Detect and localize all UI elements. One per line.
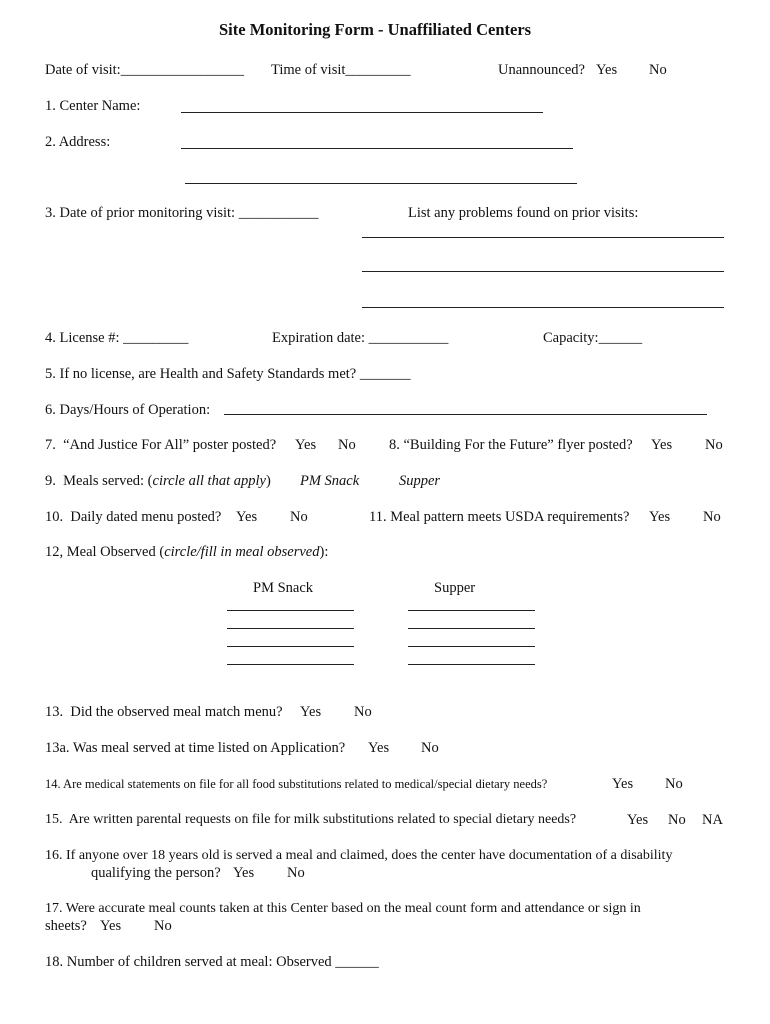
time-of-visit-field[interactable]: Time of visit_________	[271, 62, 411, 78]
meals-served-label: 9. Meals served: (circle all that apply)	[45, 473, 271, 489]
future-flyer-yes-option[interactable]: Yes	[651, 437, 673, 453]
prior-problems-line-3[interactable]	[362, 307, 724, 308]
dated-menu-label: 10. Daily dated menu posted?	[45, 509, 222, 525]
meal-time-yes-option[interactable]: Yes	[368, 740, 390, 756]
meal-match-menu-no-option[interactable]: No	[354, 704, 372, 720]
expiration-date-field[interactable]: Expiration date: ___________	[272, 330, 449, 346]
justice-poster-no-option[interactable]: No	[338, 437, 356, 453]
prior-problems-label: List any problems found on prior visits:	[408, 205, 639, 221]
health-safety-field[interactable]: 5. If no license, are Health and Safety Standards met? _______	[45, 366, 411, 382]
unannounced-no-option[interactable]: No	[649, 62, 667, 78]
center-name-line[interactable]	[181, 112, 543, 113]
adult-disability-no-option[interactable]: No	[287, 865, 305, 881]
meals-served-supper-option[interactable]: Supper	[399, 473, 441, 489]
medical-statements-label: 14. Are medical statements on file for all food substitutions related to medical/special dietary needs?	[45, 777, 548, 791]
address-line-2[interactable]	[185, 183, 577, 184]
page-title: Site Monitoring Form - Unaffiliated Centers	[219, 20, 532, 39]
dated-menu-yes-option[interactable]: Yes	[236, 509, 258, 525]
meal-counts-label: 17. Were accurate meal counts taken at this Center based on the meal count form and attendance or sign in	[45, 901, 641, 916]
meal-match-menu-yes-option[interactable]: Yes	[300, 704, 322, 720]
unannounced-yes-option[interactable]: Yes	[596, 62, 618, 78]
meal-pattern-label: 11. Meal pattern meets USDA requirements?	[369, 509, 630, 525]
center-name-label: 1. Center Name:	[45, 98, 141, 114]
meal-counts-label-cont: sheets?	[45, 918, 87, 934]
supper-line-1[interactable]	[408, 610, 535, 611]
pm-snack-line-4[interactable]	[227, 664, 354, 665]
supper-line-3[interactable]	[408, 646, 535, 647]
meal-match-menu-label: 13. Did the observed meal match menu?	[45, 704, 283, 720]
license-number-field[interactable]: 4. License #: _________	[45, 330, 189, 346]
future-flyer-no-option[interactable]: No	[705, 437, 723, 453]
meal-counts-yes-option[interactable]: Yes	[100, 918, 122, 934]
meal-time-label: 13a. Was meal served at time listed on Application?	[45, 740, 346, 756]
pm-snack-line-1[interactable]	[227, 610, 354, 611]
meal-observed-pm-snack-header[interactable]: PM Snack	[253, 580, 314, 596]
medical-statements-no-option[interactable]: No	[665, 776, 683, 792]
milk-substitutions-yes-option[interactable]: Yes	[627, 812, 649, 828]
unannounced-label: Unannounced?	[498, 62, 585, 78]
adult-disability-yes-option[interactable]: Yes	[233, 865, 255, 881]
days-hours-label: 6. Days/Hours of Operation:	[45, 402, 211, 418]
address-line-1[interactable]	[181, 148, 573, 149]
milk-substitutions-label: 15. Are written parental requests on file for milk substitutions related to special dietary needs?	[45, 812, 577, 827]
meal-time-no-option[interactable]: No	[421, 740, 439, 756]
address-label: 2. Address:	[45, 134, 111, 150]
pm-snack-line-3[interactable]	[227, 646, 354, 647]
meals-served-pm-snack-option[interactable]: PM Snack	[300, 473, 360, 489]
children-served-field[interactable]: 18. Number of children served at meal: Observed ______	[45, 954, 379, 970]
justice-poster-yes-option[interactable]: Yes	[295, 437, 317, 453]
prior-problems-line-2[interactable]	[362, 271, 724, 272]
dated-menu-no-option[interactable]: No	[290, 509, 308, 525]
supper-line-4[interactable]	[408, 664, 535, 665]
meal-observed-label: 12, Meal Observed (circle/fill in meal observed):	[45, 544, 329, 560]
future-flyer-label: 8. “Building For the Future” flyer posted?	[389, 437, 633, 453]
date-of-visit-field[interactable]: Date of visit:_________________	[45, 62, 244, 78]
capacity-field[interactable]: Capacity:______	[543, 330, 643, 346]
medical-statements-yes-option[interactable]: Yes	[612, 776, 634, 792]
meal-counts-no-option[interactable]: No	[154, 918, 172, 934]
meal-pattern-no-option[interactable]: No	[703, 509, 721, 525]
milk-substitutions-na-option[interactable]: NA	[702, 812, 723, 828]
supper-line-2[interactable]	[408, 628, 535, 629]
prior-problems-line-1[interactable]	[362, 237, 724, 238]
pm-snack-line-2[interactable]	[227, 628, 354, 629]
milk-substitutions-no-option[interactable]: No	[668, 812, 686, 828]
days-hours-line[interactable]	[224, 414, 707, 415]
meal-observed-supper-header[interactable]: Supper	[434, 580, 476, 596]
prior-visit-date-field[interactable]: 3. Date of prior monitoring visit: ___________	[45, 205, 319, 221]
adult-disability-label-cont: qualifying the person?	[91, 865, 221, 881]
meal-pattern-yes-option[interactable]: Yes	[649, 509, 671, 525]
justice-poster-label: 7. “And Justice For All” poster posted?	[45, 437, 277, 453]
adult-disability-label: 16. If anyone over 18 years old is served a meal and claimed, does the center have documentation of a disability	[45, 848, 673, 863]
